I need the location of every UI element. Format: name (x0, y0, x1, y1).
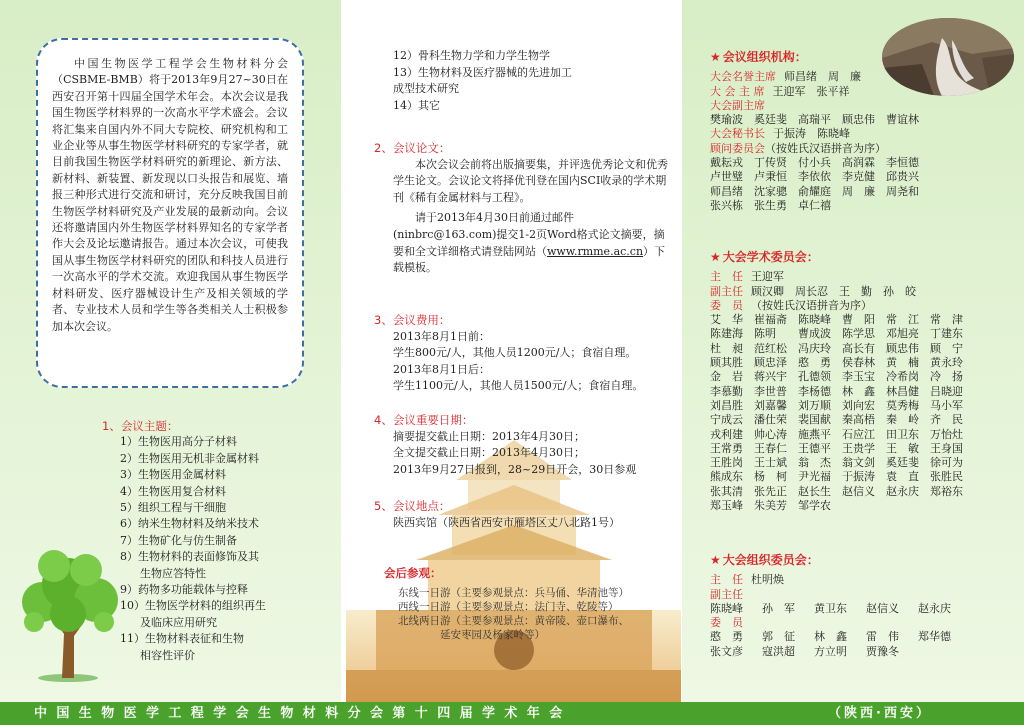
academic-section (710, 250, 1010, 513)
member-name: 裴国献 (798, 413, 831, 427)
secretary-role: 大会秘书长 (710, 127, 765, 141)
topic-text: 其它 (418, 98, 440, 112)
advisor-names (710, 156, 1010, 213)
topic-item (120, 533, 334, 549)
member-name: 宁成云 (710, 413, 743, 427)
fees-line-3: 2013年8月1日后： (393, 362, 490, 376)
topic-text-cont: 及临床应用研究 (140, 615, 217, 629)
papers-text-2 (393, 210, 674, 276)
member-name: 常 江 (886, 313, 919, 327)
member-name: 崔福斋 (754, 313, 787, 327)
member-name: 赵永庆 (918, 601, 951, 615)
intro-box (36, 38, 304, 388)
member-name: 王士斌 (754, 456, 787, 470)
papers-text-2b: ）下载模板。 (393, 244, 666, 275)
dates-heading: 4、会议重要日期： (374, 413, 474, 427)
member-name: 万怡灶 (930, 427, 963, 441)
member-name: 顾忠伟 (886, 341, 919, 355)
footer-bar (0, 702, 1024, 725)
topic-item (120, 582, 334, 598)
member-name: 范红松 (754, 341, 787, 355)
academic-chair-row (710, 270, 1010, 284)
fees-line-2: 学生800元/人，其他人员1200元/人；食宿自理。 (393, 346, 637, 360)
topic-number: 6） (120, 517, 138, 531)
tours-section (384, 566, 680, 642)
member-name: 陈晓峰 (710, 601, 743, 615)
papers-text-1: 本次会议会前将出版摘要集，并评选优秀论文和优秀学生论文。会议论文将择优刊登在国内SCI收录的学术期刊《稀有金属材料与工程》。 (393, 157, 668, 204)
academic-chair-names: 王迎军 (751, 270, 784, 284)
member-name: 李杨德 (798, 384, 831, 398)
topic-text: 纳米生物材料及纳米技术 (138, 517, 259, 531)
dates-line-3: 2013年9月27日报到，28~29日开会，30日参观 (393, 462, 637, 476)
topic-text: 骨科生物力学和力学生物学 (418, 49, 550, 62)
tour-north: 北线两日游（主要参观景点：黄帝陵、壶口瀑布、 (398, 615, 629, 627)
organizing-chair-names: 杜明焕 (751, 573, 784, 587)
dates-section (374, 412, 674, 478)
topic-text: 生物医用无机非金属材料 (138, 451, 259, 465)
member-name: 黄卫东 (814, 601, 847, 615)
member-name: 林昌健 (886, 384, 919, 398)
organizing-vice-role: 副主任 (710, 587, 743, 601)
organizing-section (710, 553, 1010, 659)
member-name: 杜 昶 (710, 341, 743, 355)
star-icon: ★ (710, 553, 721, 567)
academic-member-note: （按姓氏汉语拼音为序） (751, 298, 872, 312)
hon-chair-names: 师昌绪 周 廉 (784, 70, 861, 84)
topics-heading: 1、会议主题： (102, 419, 179, 433)
member-name: 翁文剑 (842, 456, 875, 470)
topics-continued (393, 48, 673, 114)
member-name: 马小军 (930, 398, 963, 412)
left-panel (0, 0, 341, 702)
topic-line (120, 533, 334, 549)
organizing-chair-role: 主 任 (710, 573, 743, 587)
topic-number: 8） (120, 550, 138, 564)
academic-member-row (710, 299, 1010, 313)
advisor-row (710, 142, 1010, 156)
member-name: 赵永庆 (886, 484, 919, 498)
topic-item (120, 516, 334, 532)
member-name: 顾 宁 (930, 341, 963, 355)
footer-location: （陕西·西安） (828, 706, 932, 721)
vice-chair-role: 大会副主席 (710, 98, 765, 112)
member-name: 艾 华 (710, 313, 743, 327)
member-name: 憨 勇 (710, 630, 743, 644)
topic-number: 1） (120, 435, 138, 449)
topic-line (120, 434, 334, 450)
topic-text: 生物医学材料的组织再生 (145, 599, 266, 613)
dates-line-1: 摘要提交截止日期：2013年4月30日； (393, 429, 585, 443)
member-name: 王常勇 (710, 441, 743, 455)
academic-vice-row (710, 285, 1010, 299)
star-icon: ★ (710, 50, 721, 64)
topic-item (120, 467, 334, 483)
tours-heading: 会后参观： (384, 566, 442, 580)
topic-text: 生物医用复合材料 (138, 484, 226, 498)
topic-number: 5） (120, 501, 138, 515)
topic-line (120, 500, 334, 516)
member-name: 顾其胜 (710, 356, 743, 370)
fees-line-1: 2013年8月1日前： (393, 329, 490, 343)
academic-title-row (710, 250, 1010, 264)
member-name: 郑华德 (918, 630, 951, 644)
topic-text-cont: 生物应答特性 (140, 566, 206, 580)
member-name: 邹学农 (798, 499, 831, 513)
member-name: 曹成波 (798, 327, 831, 341)
member-name: 郭 征 (762, 630, 795, 644)
member-name: 于振涛 (842, 470, 875, 484)
member-name: 陈明 (754, 327, 776, 341)
member-name: 常 津 (930, 313, 963, 327)
member-name: 王春仁 (754, 441, 787, 455)
hon-chair-role: 大会名誉主席 (710, 70, 776, 84)
topic-item (120, 451, 334, 467)
member-name: 王胜岗 (710, 456, 743, 470)
fees-line-4: 学生1100元/人，其他人员1500元/人；食宿自理。 (393, 379, 644, 393)
topic-number: 11） (120, 632, 145, 646)
member-name: 陈学思 (842, 327, 875, 341)
fees-section (374, 312, 674, 395)
tour-east: 东线一日游（主要参观景点：兵马俑、华清池等） (398, 587, 629, 599)
academic-chair-role: 主 任 (710, 270, 743, 284)
member-name: 李世普 (754, 384, 787, 398)
member-name: 刘万顺 (798, 398, 831, 412)
topic-text: 生物材料表征和生物 (145, 632, 244, 646)
topic-item (120, 500, 334, 516)
topic-number: 10） (120, 599, 145, 613)
member-name: 王身国 (930, 441, 963, 455)
topic-item (120, 631, 334, 664)
member-name: 郑裕东 (930, 484, 963, 498)
organizing-title-row (710, 553, 1010, 567)
member-name: 齐 民 (930, 413, 963, 427)
member-name: 李慕勤 (710, 384, 743, 398)
footer-title: 中国生物医学工程学会生物材料分会第十四届学术年会 (34, 706, 572, 721)
topic-line (120, 451, 334, 467)
member-name: 刘嘉馨 (754, 398, 787, 412)
member-name: 袁 直 (886, 470, 919, 484)
advisor-name-row: 师昌绪 沈家骢 俞耀庭 周 廉 周尧和 (710, 184, 919, 198)
member-name: 林 鑫 (842, 384, 875, 398)
topic-text-cont: 相容性评价 (140, 648, 195, 662)
papers-section (374, 140, 674, 277)
organizing-chair-row (710, 573, 1010, 587)
academic-title: 大会学术委员会： (722, 250, 819, 264)
member-name: 侯春林 (842, 356, 875, 370)
topic-number: 7） (120, 533, 138, 547)
organizing-members (710, 630, 1010, 659)
academic-vice-names: 顾汉卿 周长忍 王 勤 孙 皎 (751, 284, 916, 298)
member-name: 曹 阳 (842, 313, 875, 327)
member-name: 陈建海 (710, 327, 743, 341)
member-name: 潘仕荣 (754, 413, 787, 427)
member-name: 赵信义 (866, 601, 899, 615)
topic-line (393, 48, 673, 65)
intro-text: 中国生物医学工程学会生物材料分会（CSBME-BMB）将于2013年9月27~30日在西安召开第十四届全国学术年会。本次会议是我国生物医学材料界的一次高水平学术盛会。会议将汇集来自国内外不同大专院校、研究机构和工业企业等从事生物医学材料研究的专家学者，就目前我国生物医学材料研究的新理论、新方法、新材料、新装置、新发现以口头报告和展览、墙报三种形式进行交流和研讨，充分反映我国目前生物医学材料研究及产业发展的最新动向。会议还将邀请国内外生物医学材料界知名的专家学者作大会及论坛邀请报告。通过本次会议，可使我国从事生物医学材料研究的团队和科技人员进行一次高水平的学术交流。欢迎我国从事生物医学材料研发、医疗器械设计生产及相关领域的学者、专业技术人员和学生等各类相关人士积极参加本次会议。 (52, 57, 288, 333)
topic-line (120, 549, 334, 565)
chair-names: 王迎军 张平祥 (772, 84, 850, 98)
topic-item (120, 598, 334, 631)
topic-item (393, 65, 673, 98)
member-name: 张先正 (754, 484, 787, 498)
member-name: 黄 楠 (886, 356, 919, 370)
member-name: 贾豫冬 (866, 644, 899, 658)
topic-text: 生物医用高分子材料 (138, 435, 237, 449)
member-name: 石应江 (842, 427, 875, 441)
topic-line (120, 582, 334, 598)
academic-member-role: 委 员 (710, 298, 743, 312)
organization-title-row (710, 50, 1010, 64)
website-link[interactable]: www.rmme.ac.cn (547, 244, 644, 258)
member-name: 徐可为 (930, 456, 963, 470)
tree-image (12, 544, 124, 684)
organization-section (710, 50, 1010, 213)
topic-item (393, 48, 673, 65)
organizing-title: 大会组织委员会： (722, 553, 819, 567)
chair-role: 大 会 主 席 (710, 84, 765, 98)
member-name: 冯庆玲 (798, 341, 831, 355)
member-name: 戎利建 (710, 427, 743, 441)
member-name: 朱美芳 (754, 499, 787, 513)
organization-title: 会议组织机构： (722, 50, 807, 64)
member-name: 憨 勇 (798, 356, 831, 370)
member-name: 刘昌胜 (710, 398, 743, 412)
member-name: 莫秀梅 (886, 398, 919, 412)
member-name: 冷希岗 (886, 370, 919, 384)
organizing-vice-names (710, 602, 1010, 616)
topic-text: 生物材料的表面修饰及其 (138, 550, 259, 564)
topic-number: 2） (120, 451, 138, 465)
venue-heading: 5、会议地点： (374, 499, 451, 513)
fees-heading: 3、会议费用： (374, 313, 451, 327)
tour-west: 西线一日游（主要参观景点：法门寺、乾陵等） (398, 601, 619, 613)
member-name: 孙 军 (762, 601, 795, 615)
member-name: 尹光福 (798, 470, 831, 484)
member-name: 王德平 (798, 441, 831, 455)
member-name: 黄永玲 (930, 356, 963, 370)
member-name: 邓旭亮 (886, 327, 919, 341)
advisor-name-row: 卢世璧 卢秉恒 李依依 李克健 邱贵兴 (710, 170, 919, 184)
member-name: 冷 扬 (930, 370, 963, 384)
member-name: 熊成东 (710, 470, 743, 484)
member-name: 秦高梧 (842, 413, 875, 427)
topic-text: 组织工程与干细胞 (138, 501, 226, 515)
topic-text: 生物医用金属材料 (138, 468, 226, 482)
member-name: 林 鑫 (814, 630, 847, 644)
member-name: 秦 岭 (886, 413, 919, 427)
member-name: 帅心涛 (754, 427, 787, 441)
chair-row (710, 85, 1010, 99)
topics-list (104, 434, 334, 664)
topic-line (120, 598, 334, 614)
member-name: 张其清 (710, 484, 743, 498)
advisor-name-row: 戴耘戎 丁传贤 付小兵 高润霖 李恒德 (710, 156, 919, 170)
papers-heading: 2、会议论文： (374, 141, 451, 155)
member-name: 顾忠泽 (754, 356, 787, 370)
topic-text-cont: 成型技术研究 (393, 82, 459, 96)
topic-item (120, 434, 334, 450)
topic-number: 12） (393, 49, 418, 62)
topic-text: 生物矿化与仿生制备 (138, 533, 237, 547)
member-name: 王贵学 (842, 441, 875, 455)
papers-text-2a: 请于2013年4月30日前通过邮件(ninbrc@163.com)提交1-2页Word格式论文摘要，摘要和全文详细格式请登陆网站（ (393, 211, 665, 258)
member-name: 孔德领 (798, 370, 831, 384)
topic-line (393, 65, 673, 82)
topic-number: 13） (393, 65, 418, 79)
vice-chair-names: 樊瑜波 奚廷斐 高瑞平 顾忠伟 曹谊林 (710, 113, 919, 127)
member-name: 吕晓迎 (930, 384, 963, 398)
dates-line-2: 全文提交截止日期：2013年4月30日； (393, 446, 585, 460)
topic-number: 3） (120, 468, 138, 482)
secretary-names: 于振涛 陈晓峰 (773, 127, 850, 141)
member-name: 赵信义 (842, 484, 875, 498)
topic-line (120, 484, 334, 500)
venue-section (374, 498, 674, 531)
member-name: 郑玉峰 (710, 499, 743, 513)
academic-vice-role: 副主任 (710, 284, 743, 298)
member-name: 田卫东 (886, 427, 919, 441)
topic-number: 14） (393, 98, 418, 112)
topic-number: 4） (120, 484, 138, 498)
member-name: 张胜民 (930, 470, 963, 484)
topic-text: 药物多功能载体与控释 (138, 583, 248, 597)
hon-chair-row (710, 70, 1010, 84)
member-name: 杨 柯 (754, 470, 787, 484)
member-name: 陈晓峰 (798, 313, 831, 327)
member-name: 雷 伟 (866, 630, 899, 644)
secretary-row (710, 127, 1010, 141)
topic-line (120, 631, 334, 647)
member-name: 寇洪超 (762, 644, 795, 658)
member-name: 高长有 (842, 341, 875, 355)
member-name: 蒋兴宇 (754, 370, 787, 384)
tour-north-cont: 延安枣园及杨家岭等） (440, 629, 545, 641)
topic-line (120, 516, 334, 532)
member-name: 张文彦 (710, 644, 743, 658)
advisor-name-row: 张兴栋 张生勇 卓仁禧 (710, 198, 831, 212)
topics-section (104, 418, 334, 664)
topic-line (393, 98, 673, 115)
star-icon: ★ (710, 250, 721, 264)
member-name: 王 敏 (886, 441, 919, 455)
organizing-member-role: 委 员 (710, 616, 743, 630)
advisor-note: （按姓氏汉语拼音为序） (765, 141, 886, 155)
topic-number: 9） (120, 583, 138, 597)
topic-item (120, 484, 334, 500)
advisor-role: 顾问委员会 (710, 141, 765, 155)
member-name: 赵长生 (798, 484, 831, 498)
topic-line (120, 467, 334, 483)
topics-cont-list (393, 48, 673, 114)
member-name: 金 岩 (710, 370, 743, 384)
venue-text: 陕西宾馆（陕西省西安市雁塔区丈八北路1号） (393, 515, 620, 529)
member-name: 方立明 (814, 644, 847, 658)
academic-members (710, 313, 1010, 513)
member-name: 李玉宝 (842, 370, 875, 384)
topic-item (393, 98, 673, 115)
topic-text: 生物材料及医疗器械的先进加工 (418, 65, 572, 79)
member-name: 刘向宏 (842, 398, 875, 412)
member-name: 翁 杰 (798, 456, 831, 470)
member-name: 丁建东 (930, 327, 963, 341)
member-name: 奚廷斐 (886, 456, 919, 470)
member-name: 施燕平 (798, 427, 831, 441)
topic-item (120, 549, 334, 582)
